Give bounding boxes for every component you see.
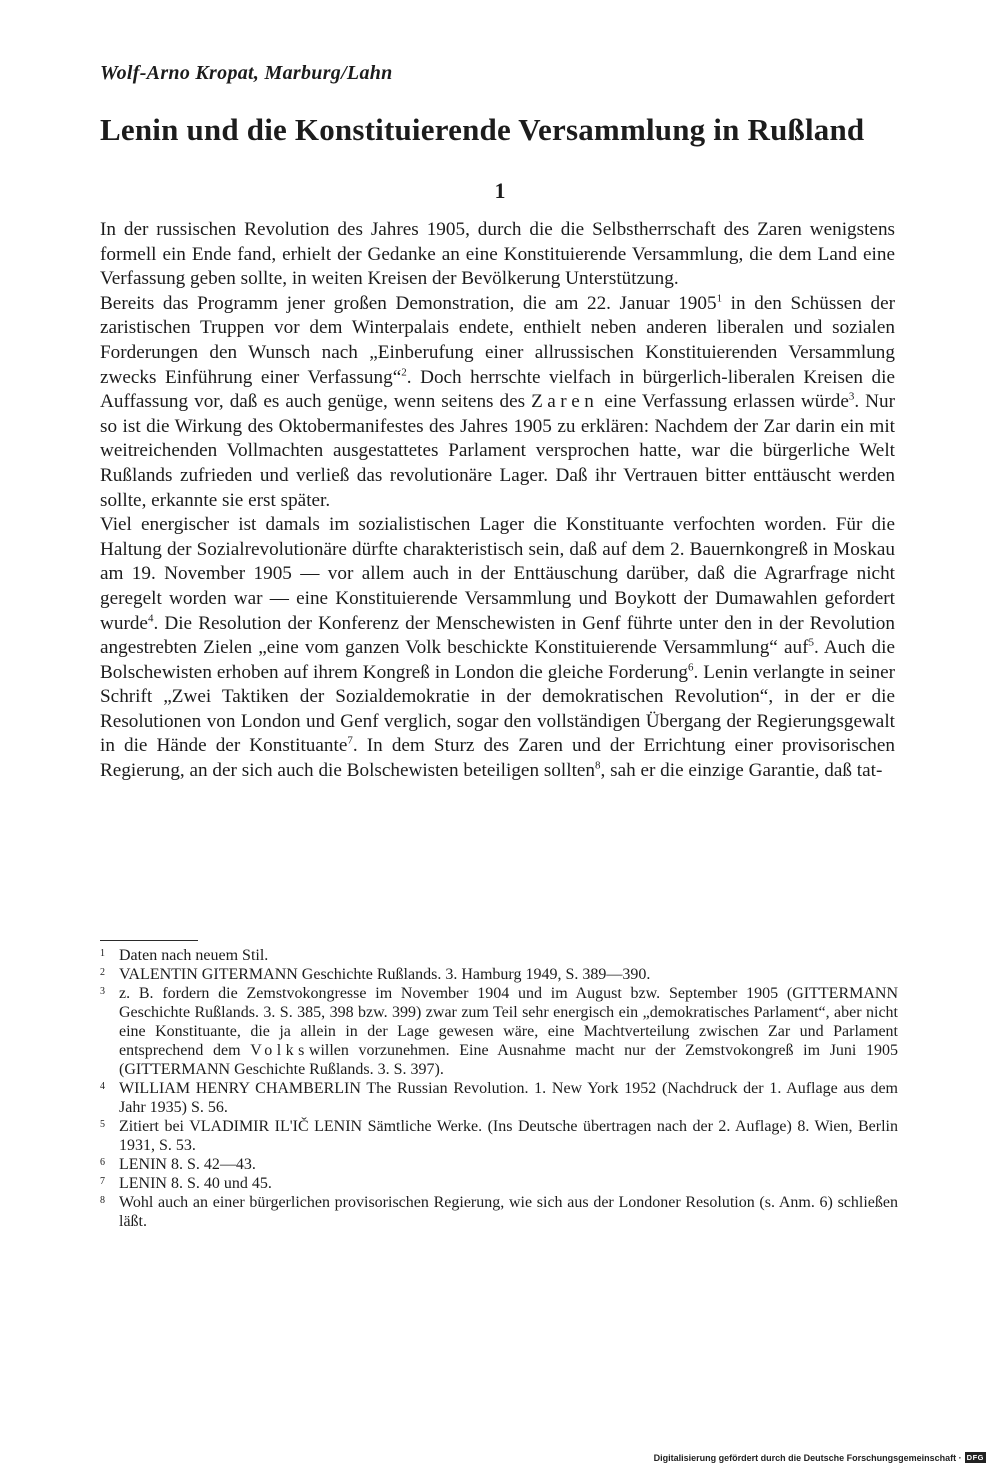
footnote-text: Daten nach neuem Stil. <box>119 947 269 964</box>
footnote-marker: 1 <box>100 948 105 959</box>
footnote-text: WILLIAM HENRY CHAMBERLIN The Russian Revolution. 1. New York 1952 (Nachdruck der 1. Auflage aus dem Jahr 1935) S. 56. <box>119 1080 898 1116</box>
text-run: . Die Resolution der Konferenz der Menschewisten in Genf führte unter den in der Revolution angestrebten Zielen „eine vom ganzen Volk beschickte Konstituierende Versammlung“ auf <box>100 612 895 659</box>
footnote-marker: 5 <box>100 1119 105 1130</box>
text-run: . Doch herrschte vielfach in bürgerlich-liberalen Kreisen die Auffassung vor, daß es auch genüge, wenn seitens des <box>100 366 895 413</box>
text-run: willen vorzunehmen. Eine Ausnahme macht nur der Zemstvokongreß im Juni 1905 (GITTERMANN Geschichte Rußlands. 3. S. 397). <box>119 1042 898 1078</box>
footnote-marker: 6 <box>100 1157 105 1168</box>
footnote-ref-2: 2 <box>401 366 407 379</box>
body-text <box>100 218 895 784</box>
footnote-text <box>119 984 898 1079</box>
paragraph-1: In der russischen Revolution des Jahres 1905, durch die die Selbstherrschaft des Zaren wenigstens formell ein Ende fand, erhielt der Gedanke an eine Konstituierende Versammlung, die dem Land eine Verfassung geben sollte, in weiten Kreisen der Bevölkerung Unterstützung. <box>100 219 895 290</box>
spaced-emphasis: Zaren <box>531 391 599 413</box>
footnote-text: VALENTIN GITERMANN Geschichte Rußlands. 3. Hamburg 1949, S. 389—390. <box>119 966 651 983</box>
footnote-ref-5: 5 <box>808 636 814 649</box>
text-run: Viel energischer ist damals im sozialistischen Lager die Konstituante verfochten worden. Für die Haltung der Sozialrevolutionäre dürfte charakteristisch sein, daß auf dem 2. Bauernkongreß in Moskau am 19. November 1905 — vor allem auch in der Enttäuschung darüber, daß die Agrarfrage nicht geregelt worden war — eine Konstituierende Versammlung und Boykott der Dumawahlen gefordert wurde <box>100 514 895 634</box>
text-run: . In dem Sturz des Zaren und der Errichtung einer provisorischen Regierung, an der sich auch die Bolschewisten beteiligen sollten <box>100 735 896 782</box>
footnote-7 <box>100 1174 898 1193</box>
footnote-divider <box>100 940 198 941</box>
footnote-ref-6: 6 <box>688 661 694 674</box>
paragraph-2 <box>100 292 895 513</box>
credit-text: Digitalisierung gefördert durch die Deutsche Forschungsgemeinschaft · <box>653 1452 962 1463</box>
text-run: in den Schüssen der zaristischen Truppen vor dem Winterpalais endete, enthielt neben anderen liberalen und sozialen Forderungen den Wunsch nach „Einberufung einer allrussischen Konstituierenden Versammlung zwecks Einführung einer Verfassung“ <box>100 292 895 388</box>
footnote-5 <box>100 1117 898 1155</box>
section-number: 1 <box>494 178 506 203</box>
text-run: eine Verfassung erlassen würde <box>598 391 849 413</box>
footnote-text: LENIN 8. S. 40 und 45. <box>119 1175 272 1192</box>
text-run: z. B. fordern die Zemstvokongresse im November 1904 und im August bzw. September 1905 (GITTERMANN Geschichte Rußlands. 3. S. 385, 398 bzw. 399) zwar zum Teil sehr energisch ein „demokratisches Parlament“, aber nicht eine Konstituante, die ja allein in der Lage gewesen wäre, eine Machtverteilung zwischen Zar und Parlament entsprechend dem <box>119 985 898 1059</box>
footnote-text: LENIN 8. S. 42—43. <box>119 1156 256 1173</box>
text-run: . Lenin verlangte in seiner Schrift „Zwei Taktiken der Sozialdemokratie in der demokratischen Revolution“, in der er die Resolutionen von London und Genf verglich, sogar den vollständigen Übergang der Regierungsgewalt in die Hände der Konstituante <box>100 661 895 757</box>
text-run: . Nur so ist die Wirkung des Oktobermanifestes des Jahres 1905 zu erklären: Nachdem der Zar darin ein mit weitreichenden Vollmachten ausgestattetes Parlament versprochen hatte, war die bürgerliche Welt Rußlands zufrieden und verließ das revolutionäre Lager. Daß ihr Vertrauen bitter enttäuscht werden sollte, erkannte sie erst später. <box>100 391 895 511</box>
footnote-text: Zitiert bei VLADIMIR IL'IČ LENIN Sämtliche Werke. (Ins Deutsche übertragen nach der 2. Auflage) 8. Wien, Berlin 1931, S. 53. <box>119 1118 898 1154</box>
author-line: Wolf-Arno Kropat, Marburg/Lahn <box>100 62 393 84</box>
paragraph-3 <box>100 513 895 784</box>
footnote-marker: 4 <box>100 1081 105 1092</box>
footnote-4 <box>100 1079 898 1117</box>
footnote-ref-4: 4 <box>147 612 154 625</box>
footnote-ref-3: 3 <box>848 390 855 403</box>
footnote-ref-1: 1 <box>716 292 723 305</box>
footnote-2 <box>100 965 898 984</box>
footnote-marker: 3 <box>100 986 105 997</box>
text-run: , sah er die einzige Garantie, daß tat- <box>600 760 883 782</box>
article-title: Lenin und die Konstituierende Versammlung in Rußland <box>100 112 865 147</box>
dfg-logo: DFG <box>966 1453 984 1462</box>
footnote-1 <box>100 946 898 965</box>
footnote-ref-7: 7 <box>347 735 353 748</box>
footnote-marker: 8 <box>100 1195 105 1206</box>
footnote-6 <box>100 1155 898 1174</box>
footnote-marker: 7 <box>100 1176 105 1187</box>
spaced-emphasis: Volks <box>250 1042 309 1059</box>
footnote-ref-8: 8 <box>595 759 601 772</box>
footnote-3 <box>100 984 898 1079</box>
footnote-text: Wohl auch an einer bürgerlichen provisorischen Regierung, wie sich aus der Londoner Resolution (s. Anm. 6) schließen läßt. <box>119 1194 898 1230</box>
footnotes <box>100 946 898 1231</box>
text-run: . Auch die Bolschewisten erhoben auf ihrem Kongreß in London die gleiche Forderung <box>100 637 895 683</box>
footnote-8 <box>100 1193 898 1231</box>
digitization-credit <box>654 1452 986 1463</box>
footnote-marker: 2 <box>100 967 105 978</box>
text-run: Bereits das Programm jener großen Demonstration, die am 22. Januar 1905 <box>100 292 717 314</box>
